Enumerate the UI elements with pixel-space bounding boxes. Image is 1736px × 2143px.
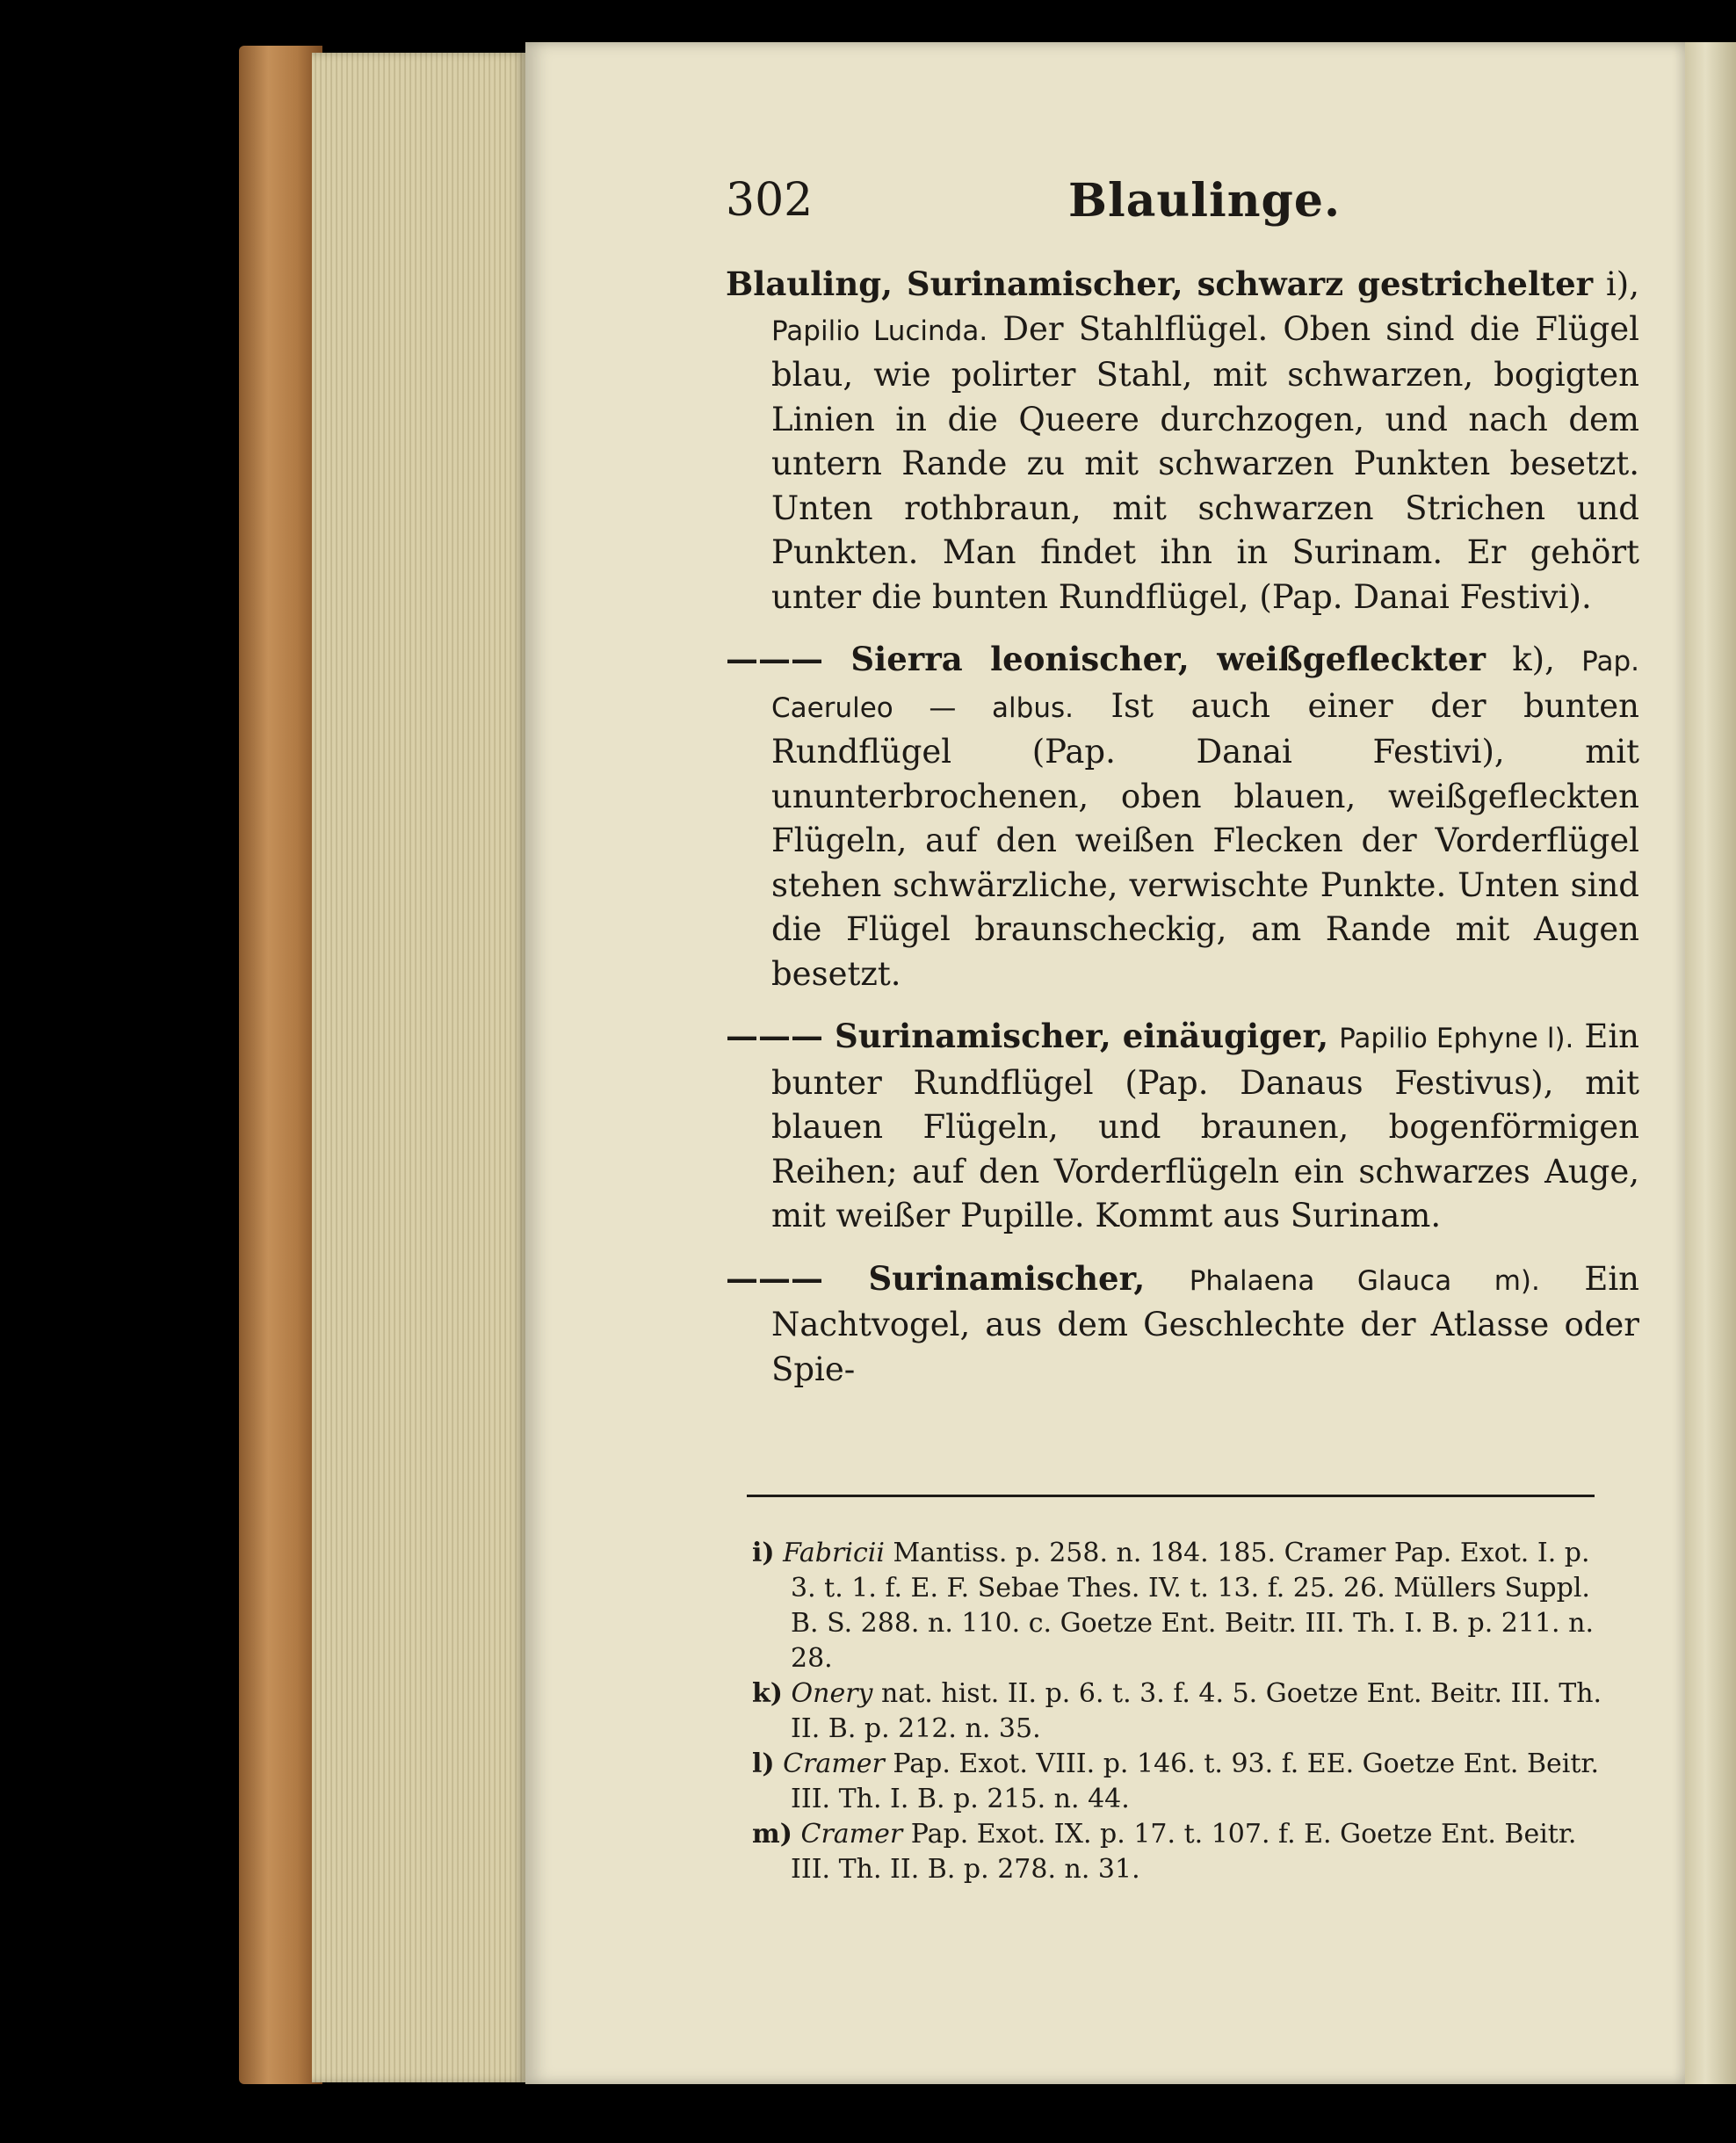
footnote-id: k) [752,1678,783,1709]
entry-text: Der Stahlflügel. Oben sind die Flügel blau, wie polirter Stahl, mit schwarzen, bogigten Linien in die Queere durchzogen, und nach dem untern Rande zu mit schwarzen Punkten besetzt. Unten rothbraun, mit schwarzen Strichen und Punkten. Man findet ihn in Surinam. Er gehört unter die bunten Rundflügel, (Pap. Danai Festivi). [771,309,1640,616]
entry-surinamischer-phalaena [726,1256,1639,1393]
running-title: Blaulinge. [1068,174,1342,228]
latin-name: Pap. Caeruleo — albus. [771,646,1639,724]
entry-text: Ein Nachtvogel, aus dem Geschlechte der Atlasse oder Spie- [771,1259,1640,1388]
footnote-l [752,1747,1613,1817]
page-number: 302 [726,174,814,227]
entry-sierra-leonischer [726,637,1639,996]
entry-headword: ——— Surinamischer, einäugiger, [726,1017,1329,1055]
footnote-marker: i), [1605,265,1639,303]
book-cover [239,46,322,2084]
footnote-k [752,1676,1613,1747]
latin-name: Papilio Ephyne l). [1339,1023,1574,1054]
footnote-author: Onery [791,1678,873,1709]
page-edges [312,53,527,2082]
footnote-text: Pap. Exot. IX. p. 17. t. 107. f. E. Goetze Ent. Beitr. III. Th. II. B. p. 278. n. 31. [791,1819,1577,1885]
footnote-i [752,1536,1613,1676]
footnote-m [752,1817,1613,1887]
facing-page-edge [1685,42,1736,2084]
footnote-author: Fabricii [783,1538,885,1568]
footnote-author: Cramer [800,1819,903,1850]
main-text [726,174,1639,1392]
entry-text: Ein bunter Rundflügel (Pap. Danaus Festivus), mit blauen Flügeln, und braunen, bogenförmigen Reihen; auf den Vorderflügeln ein schwarzes Auge, mit weißer Pupille. Kommt aus Surinam. [771,1017,1639,1234]
footnote-marker: k), [1512,641,1555,678]
footnote-text: Pap. Exot. VIII. p. 146. t. 93. f. EE. Goetze Ent. Beitr. III. Th. I. B. p. 215. n. 44. [791,1748,1599,1814]
entry-surinamischer-einaeugiger [726,1014,1639,1239]
footnote-author: Cramer [783,1748,885,1779]
entry-headword: ——— Sierra leonischer, weißgefleckter [726,640,1486,678]
footnote-id: l) [752,1748,775,1779]
footnote-id: m) [752,1819,792,1850]
entry-headword: Blauling, Surinamischer, schwarz gestrichelter [726,264,1594,303]
footnote-text: nat. hist. II. p. 6. t. 3. f. 4. 5. Goetze Ent. Beitr. III. Th. II. B. p. 212. n. 35. [791,1678,1602,1744]
entry-text: Ist auch einer der bunten Rundflügel (Pap. Danai Festivi), mit ununterbrochenen, oben blauen, weißgefleckten Flügeln, auf den weißen Flecken der Vorderflügel stehen schwärzliche, verwischte Punkte. Unten sind die Flügel braunscheckig, am Rande mit Augen besetzt. [771,686,1640,993]
entry-blauling-surinamischer [726,262,1639,619]
book-page [525,42,1685,2084]
footnote-text: Mantiss. p. 258. n. 184. 185. Cramer Pap. Exot. I. p. 3. t. 1. f. E. F. Sebae Thes. IV. t. 13. f. 25. 26. Müllers Suppl. B. S. 288. n. 110. c. Goetze Ent. Beitr. III. Th. I. B. p. 211. n. 28. [791,1538,1594,1674]
latin-name: Papilio Lucinda. [771,315,988,347]
footnote-divider [747,1495,1595,1497]
latin-name: Phalaena Glauca m). [1189,1264,1540,1297]
entry-headword: ——— Surinamischer, [726,1258,1146,1298]
page-header [726,174,1639,244]
footnote-id: i) [752,1538,775,1568]
footnotes [752,1536,1613,1887]
